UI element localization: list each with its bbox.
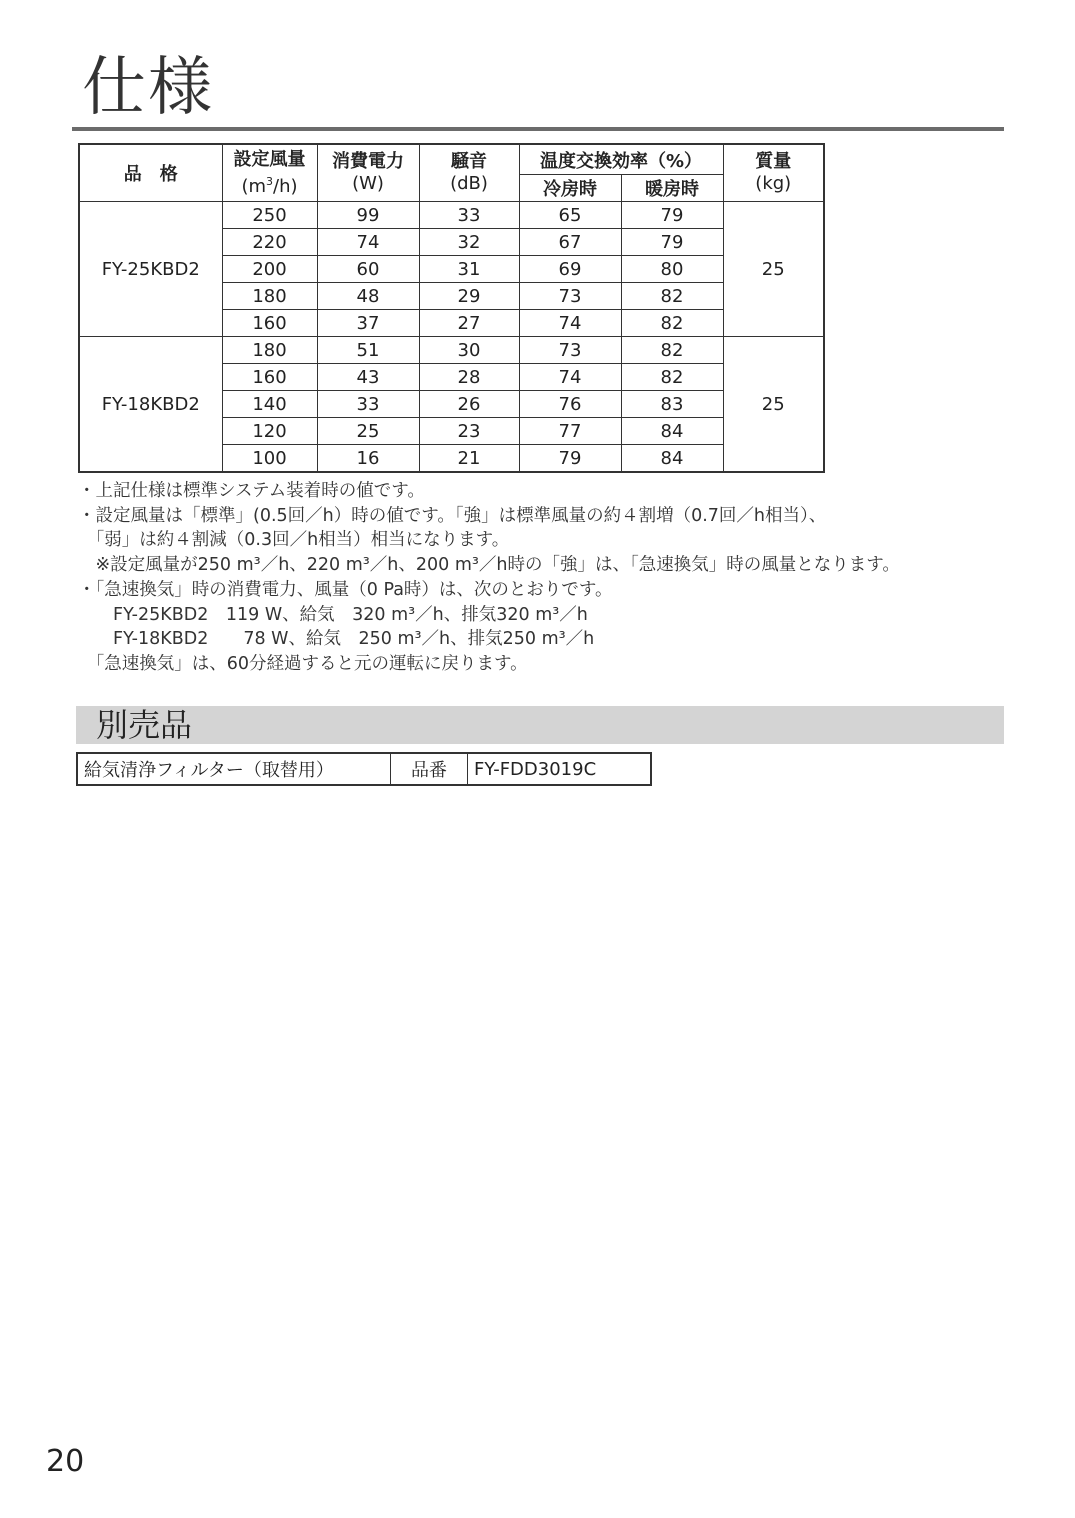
note-line: FY-25KBD2 119 W、給気 320 m³／h、排気320 m³／h xyxy=(78,604,588,625)
heat-cell: 79 xyxy=(621,229,723,256)
note-line: FY-18KBD2 78 W、給気 250 m³／h、排気250 m³／h xyxy=(78,629,595,650)
airflow-cell: 180 xyxy=(222,337,317,364)
model-cell: FY-18KBD2 xyxy=(79,337,222,473)
spec-notes xyxy=(78,479,900,677)
noise-cell: 21 xyxy=(419,445,519,473)
noise-cell: 29 xyxy=(419,283,519,310)
header-mass-unit: (kg) xyxy=(755,173,792,194)
heat-cell: 79 xyxy=(621,202,723,229)
header-noise-unit: (dB) xyxy=(450,173,488,194)
cool-cell: 65 xyxy=(519,202,621,229)
airflow-cell: 120 xyxy=(222,418,317,445)
airflow-unit-pre: (m xyxy=(241,175,267,197)
airflow-cell: 100 xyxy=(222,445,317,473)
accessory-part-number: FY-FDD3019C xyxy=(468,753,652,785)
airflow-cell: 160 xyxy=(222,364,317,391)
heat-cell: 82 xyxy=(621,364,723,391)
accessory-part-label: 品番 xyxy=(391,753,468,785)
header-power-label: 消費電力 xyxy=(332,151,404,172)
header-airflow-label: 設定風量 xyxy=(233,148,306,170)
header-mass xyxy=(723,144,824,202)
header-mass-label: 質量 xyxy=(755,151,792,172)
noise-cell: 27 xyxy=(419,310,519,337)
note-line: ・上記仕様は標準システム装着時の値です。 xyxy=(78,481,425,501)
heat-cell: 84 xyxy=(621,445,723,473)
power-cell: 99 xyxy=(317,202,419,229)
airflow-cell: 160 xyxy=(222,310,317,337)
header-power-unit: (W) xyxy=(352,173,384,194)
table-row xyxy=(79,337,824,364)
power-cell: 16 xyxy=(317,445,419,473)
power-cell: 51 xyxy=(317,337,419,364)
header-noise xyxy=(419,144,519,202)
heat-cell: 82 xyxy=(621,337,723,364)
header-model: 品 格 xyxy=(79,144,222,202)
noise-cell: 30 xyxy=(419,337,519,364)
airflow-cell: 220 xyxy=(222,229,317,256)
page-number: 20 xyxy=(46,1444,85,1479)
airflow-unit-post: /h) xyxy=(273,175,298,197)
power-cell: 48 xyxy=(317,283,419,310)
noise-cell: 28 xyxy=(419,364,519,391)
airflow-cell: 200 xyxy=(222,256,317,283)
noise-cell: 23 xyxy=(419,418,519,445)
heat-cell: 84 xyxy=(621,418,723,445)
header-power xyxy=(317,144,419,202)
header-airflow-unit xyxy=(223,171,317,198)
spec-table xyxy=(78,143,825,473)
cool-cell: 74 xyxy=(519,310,621,337)
cool-cell: 76 xyxy=(519,391,621,418)
accessory-item-name: 給気清浄フィルター（取替用） xyxy=(77,753,391,785)
cool-cell: 67 xyxy=(519,229,621,256)
heat-cell: 83 xyxy=(621,391,723,418)
page-title: 仕様 xyxy=(82,51,214,125)
power-cell: 43 xyxy=(317,364,419,391)
heat-cell: 80 xyxy=(621,256,723,283)
cool-cell: 77 xyxy=(519,418,621,445)
cool-cell: 73 xyxy=(519,337,621,364)
cool-cell: 73 xyxy=(519,283,621,310)
power-cell: 33 xyxy=(317,391,419,418)
table-row xyxy=(79,202,824,229)
heat-cell: 82 xyxy=(621,310,723,337)
airflow-cell: 250 xyxy=(222,202,317,229)
mass-cell: 25 xyxy=(723,337,824,473)
header-cooling: 冷房時 xyxy=(519,175,621,202)
power-cell: 74 xyxy=(317,229,419,256)
power-cell: 60 xyxy=(317,256,419,283)
note-line: ・「急速換気」時の消費電力、風量（0 Pa時）は、次のとおりです。 xyxy=(78,579,613,600)
accessories-title: 別売品 xyxy=(96,706,193,744)
noise-cell: 32 xyxy=(419,229,519,256)
noise-cell: 31 xyxy=(419,256,519,283)
note-line: 「弱」は約４割減（0.3回／h相当）相当になります。 xyxy=(78,530,510,551)
cool-cell: 79 xyxy=(519,445,621,473)
header-noise-label: 騒音 xyxy=(451,151,487,172)
accessories-band xyxy=(76,706,1004,744)
title-divider xyxy=(72,127,1004,131)
heat-cell: 82 xyxy=(621,283,723,310)
note-line: ※設定風量が250 m³／h、220 m³／h、200 m³／h時の「強」は、「急速換気」時の風量となります。 xyxy=(78,555,900,576)
model-cell: FY-25KBD2 xyxy=(79,202,222,337)
cool-cell: 69 xyxy=(519,256,621,283)
noise-cell: 26 xyxy=(419,391,519,418)
accessories-table xyxy=(76,752,652,786)
header-heating: 暖房時 xyxy=(621,175,723,202)
power-cell: 25 xyxy=(317,418,419,445)
airflow-cell: 140 xyxy=(222,391,317,418)
note-line: ・設定風量は「標準」(0.5回／h）時の値です。「強」は標準風量の約４割増（0.7回／h相当）、 xyxy=(78,505,827,526)
airflow-cell: 180 xyxy=(222,283,317,310)
header-airflow xyxy=(222,144,317,202)
noise-cell: 33 xyxy=(419,202,519,229)
mass-cell: 25 xyxy=(723,202,824,337)
airflow-unit-sup: 3 xyxy=(266,174,274,188)
header-efficiency: 温度交換効率（%） xyxy=(519,144,723,175)
cool-cell: 74 xyxy=(519,364,621,391)
note-line: 「急速換気」は、60分経過すると元の運転に戻ります。 xyxy=(78,653,528,674)
spec-table-body xyxy=(79,202,824,473)
power-cell: 37 xyxy=(317,310,419,337)
